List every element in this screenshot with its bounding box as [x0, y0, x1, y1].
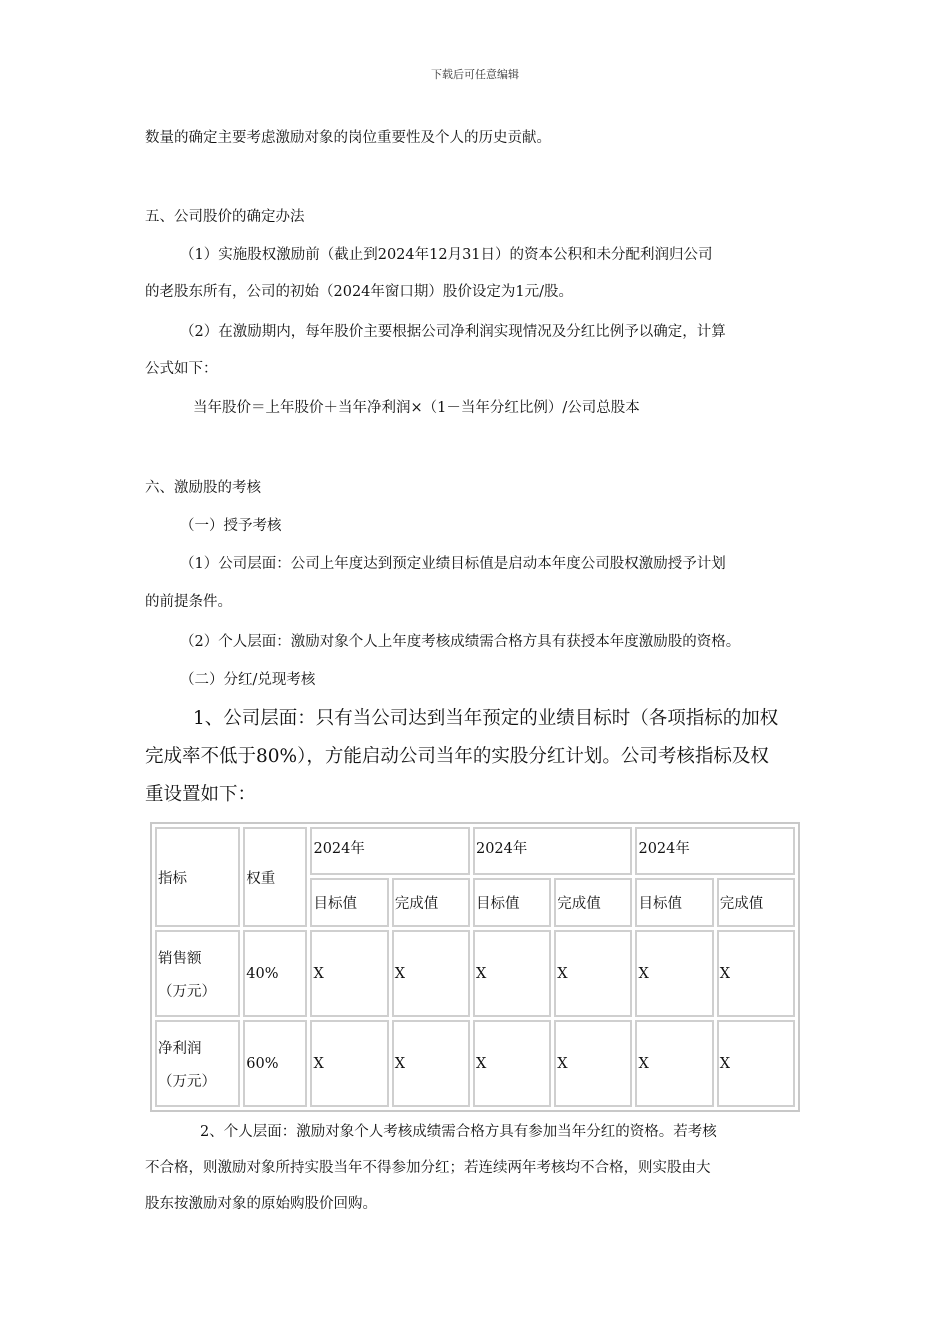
table-cell: X — [310, 930, 388, 1017]
table-cell: X — [635, 1020, 713, 1107]
paragraph-large: 重设置如下： — [145, 784, 257, 805]
table-cell: X — [473, 1020, 551, 1107]
table-cell: X — [392, 930, 470, 1017]
assessment-table — [150, 822, 800, 1112]
paragraph-large: 完成率不低于80%），方能启动公司当年的实股分红计划。公司考核指标及权 — [145, 746, 769, 767]
header-year: 2024年 — [635, 827, 795, 875]
paragraph: （2）在激励期内，每年股价主要根据公司净利润实现情况及分红比例予以确定，计算 — [180, 324, 726, 340]
paragraph: 的前提条件。 — [145, 594, 232, 610]
formula: 当年股价＝上年股价＋当年净利润×（1－当年分红比例）/公司总股本 — [193, 400, 640, 416]
table-cell: X — [635, 930, 713, 1017]
header-done: 完成值 — [554, 878, 632, 928]
row-weight: 40% — [243, 930, 307, 1017]
row-label: 销售额 （万元） — [155, 930, 240, 1017]
subheading: （一）授予考核 — [180, 518, 282, 534]
header-done: 完成值 — [717, 878, 795, 928]
table-row — [155, 930, 795, 1017]
paragraph: （2）个人层面：激励对象个人上年度考核成绩需合格方具有获授本年度激励股的资格。 — [180, 634, 741, 650]
table-cell: X — [717, 1020, 795, 1107]
row-weight: 60% — [243, 1020, 307, 1107]
page-header: 下载后可任意编辑 — [431, 68, 519, 81]
paragraph: 2、个人层面：激励对象个人考核成绩需合格方具有参加当年分红的资格。若考核 — [200, 1124, 717, 1140]
paragraph: 公式如下： — [145, 361, 218, 377]
table-row — [155, 1020, 795, 1107]
paragraph-large: 1、公司层面：只有当公司达到当年预定的业绩目标时（各项指标的加权 — [193, 708, 779, 729]
paragraph: （1）公司层面：公司上年度达到预定业绩目标值是启动本年度公司股权激励授予计划 — [180, 556, 726, 572]
paragraph: 不合格，则激励对象所持实股当年不得参加分红；若连续两年考核均不合格，则实股由大 — [145, 1160, 711, 1176]
table-cell: X — [554, 1020, 632, 1107]
header-year: 2024年 — [310, 827, 470, 875]
header-target: 目标值 — [635, 878, 713, 928]
subheading: （二）分红/兑现考核 — [180, 672, 316, 688]
table-cell: X — [473, 930, 551, 1017]
paragraph: （1）实施股权激励前（截止到2024年12月31日）的资本公积和未分配利润归公司 — [180, 247, 713, 263]
table-cell: X — [717, 930, 795, 1017]
header-done: 完成值 — [392, 878, 470, 928]
header-target: 目标值 — [473, 878, 551, 928]
section-heading-5: 五、公司股价的确定办法 — [145, 209, 305, 225]
table-cell: X — [392, 1020, 470, 1107]
paragraph: 的老股东所有，公司的初始（2024年窗口期）股价设定为1元/股。 — [145, 284, 574, 300]
table-cell: X — [554, 930, 632, 1017]
table-cell: X — [310, 1020, 388, 1107]
header-year: 2024年 — [473, 827, 633, 875]
section-heading-6: 六、激励股的考核 — [145, 480, 261, 496]
row-label: 净利润 （万元） — [155, 1020, 240, 1107]
header-weight: 权重 — [243, 827, 307, 927]
header-target: 目标值 — [310, 878, 388, 928]
header-indicator: 指标 — [155, 827, 240, 927]
paragraph: 数量的确定主要考虑激励对象的岗位重要性及个人的历史贡献。 — [145, 130, 551, 146]
paragraph: 股东按激励对象的原始购股价回购。 — [145, 1196, 377, 1212]
